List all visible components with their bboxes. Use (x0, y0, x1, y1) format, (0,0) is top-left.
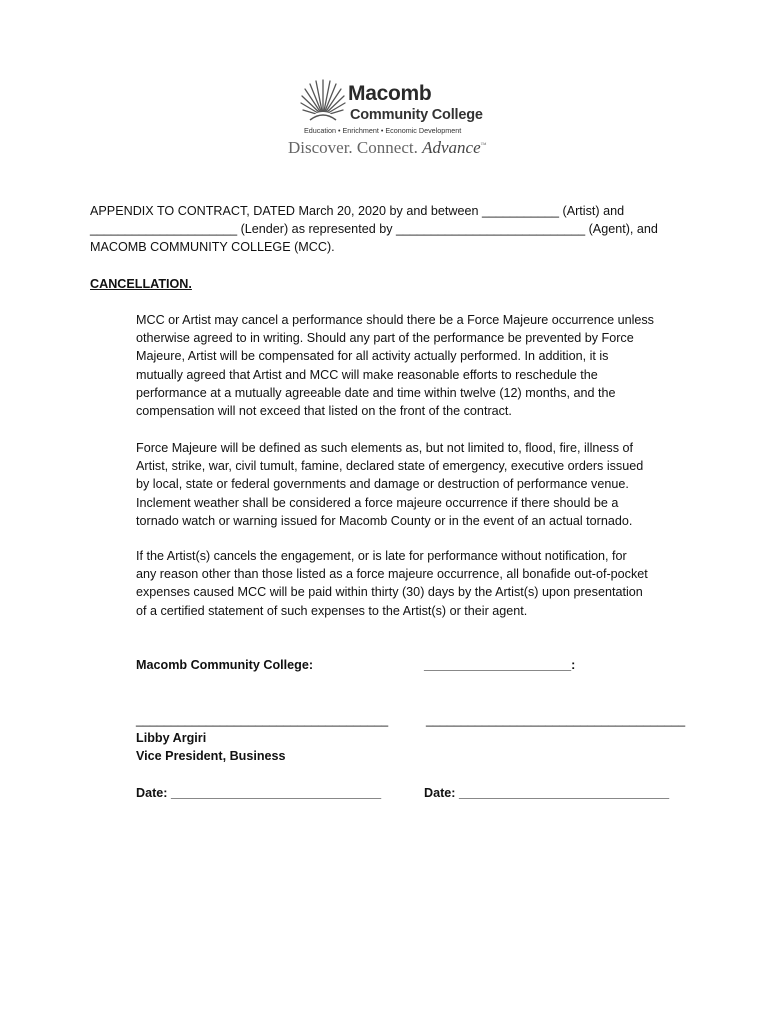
college-name-line1: Macomb (348, 82, 432, 105)
paragraph-line: mutually agreed that Artist and MCC will make reasonable efforts to reschedule the (136, 367, 598, 382)
college-name-line2: Community College (350, 107, 483, 123)
date-field-right: Date: ______________________________ (424, 786, 670, 800)
paragraph-line: of a certified statement of such expenses to the Artist(s) or their agent. (136, 603, 528, 618)
paragraph-line: performance at a mutually agreeable date and time within twelve (12) months, and the (136, 385, 616, 400)
intro-line: MACOMB COMMUNITY COLLEGE (MCC). (90, 240, 335, 255)
paragraph-line: If the Artist(s) cancels the engagement, or is late for performance without notification, for (136, 549, 627, 563)
intro-line: APPENDIX TO CONTRACT, DATED March 20, 2020 by and between ___________ (Artist) and (90, 204, 625, 218)
college-slogan: Discover. Connect. Advance™ (288, 138, 487, 157)
paragraph-line: Artist, strike, war, civil tumult, famine, declared state of emergency, executive orders issued (136, 459, 644, 474)
paragraph-line: Majeure, Artist will be compensated for all activity actually performed. In addition, it is (136, 349, 609, 364)
college-logo (288, 72, 518, 168)
appendix-intro (90, 202, 658, 257)
signature-party-left: Macomb Community College: (136, 658, 314, 672)
signature-line-right: _____________________________________ (426, 713, 686, 727)
date-field-left: Date: ______________________________ (136, 786, 382, 800)
signature-party-right: _____________________: (424, 658, 576, 672)
paragraph-line: tornado watch or warning issued for Macomb County or in the event of an actual tornado. (136, 513, 633, 528)
paragraph-line: any reason other than those listed as a force majeure occurrence, all bonafide out-of-pocket (136, 567, 648, 582)
paragraph-force-majeure-definition (136, 439, 696, 530)
paragraph-line: Inclement weather shall be considered a force majeure occurrence if there should be a (136, 495, 619, 510)
paragraph-artist-cancellation (136, 547, 696, 620)
cancellation-heading: CANCELLATION. (90, 277, 192, 291)
intro-line: _____________________ (Lender) as represented by ___________________________ (Agent), and (90, 222, 658, 237)
paragraph-line: MCC or Artist may cancel a performance should there be a Force Majeure occurrence unless (136, 313, 654, 327)
sunburst-logo-icon (300, 76, 346, 124)
signature-line-left: ____________________________________ (136, 713, 389, 727)
paragraph-line: Force Majeure will be defined as such elements as, but not limited to, flood, fire, illness of (136, 441, 633, 455)
paragraph-line: expenses caused MCC will be paid within thirty (30) days by the Artist(s) upon presentation (136, 585, 643, 600)
paragraph-force-majeure-cancel (136, 311, 696, 420)
paragraph-line: otherwise agreed to in writing. Should any part of the performance be prevented by Force (136, 331, 634, 346)
paragraph-line: by local, state or federal governments and damage or destruction of performance venue. (136, 477, 629, 492)
signer-title: Vice President, Business (136, 749, 286, 763)
signer-name: Libby Argiri (136, 731, 207, 745)
college-tagline: Education • Enrichment • Economic Development (304, 126, 462, 135)
paragraph-line: compensation will not exceed that listed on the front of the contract. (136, 404, 512, 419)
